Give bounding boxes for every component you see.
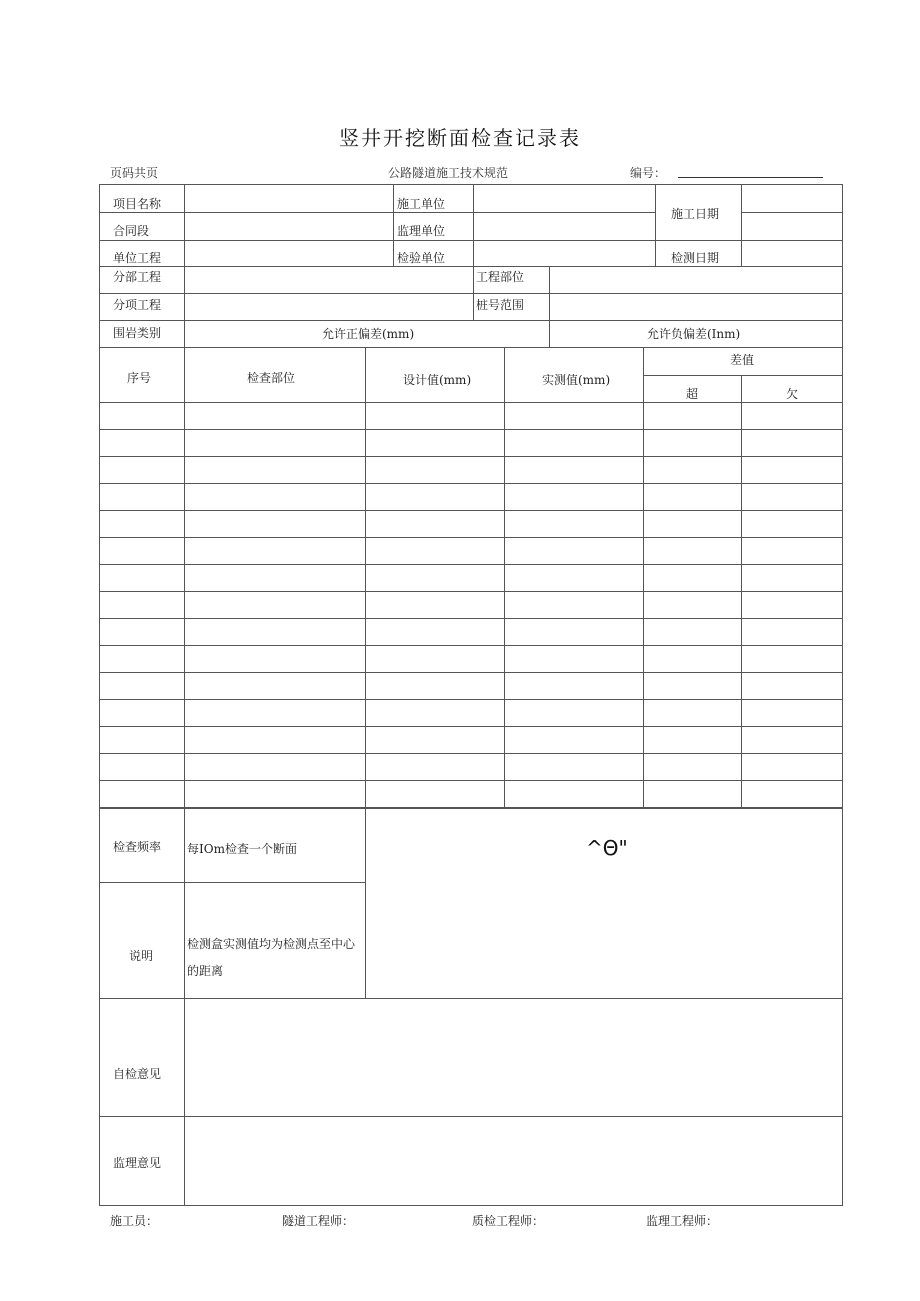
- table-cell-over[interactable]: [644, 781, 741, 807]
- table-cell-location[interactable]: [185, 727, 365, 753]
- table-cell-seq[interactable]: [100, 754, 184, 780]
- table-cell-measured[interactable]: [505, 538, 643, 564]
- table-cell-location[interactable]: [185, 538, 365, 564]
- col-under-header: 欠: [786, 387, 799, 401]
- division-project-field[interactable]: [185, 267, 473, 293]
- table-cell-seq[interactable]: [100, 673, 184, 699]
- frequency-value: 每IOm检查一个断面: [187, 842, 297, 856]
- table-cell-measured[interactable]: [505, 457, 643, 483]
- table-cell-location[interactable]: [185, 700, 365, 726]
- table-cell-under[interactable]: [742, 430, 842, 456]
- table-cell-over[interactable]: [644, 592, 741, 618]
- table-cell-under[interactable]: [742, 484, 842, 510]
- negative-tolerance-label: 允许负偏差(Inm): [647, 327, 741, 341]
- table-cell-location[interactable]: [185, 781, 365, 807]
- col-measured-header: 实测值(mm): [542, 373, 611, 387]
- self-check-field[interactable]: [185, 999, 842, 1116]
- page-title: 竖井开挖断面检查记录表: [339, 126, 581, 150]
- table-cell-under[interactable]: [742, 781, 842, 807]
- col-over-header: 超: [686, 387, 699, 401]
- table-cell-design[interactable]: [366, 781, 504, 807]
- supervision-opinion-field[interactable]: [185, 1117, 842, 1205]
- table-cell-seq[interactable]: [100, 511, 184, 537]
- construction-unit-label: 施工单位: [397, 197, 446, 211]
- inspection-date-field[interactable]: [742, 241, 842, 266]
- qc-engineer-signature: 质检工程师：: [472, 1214, 545, 1228]
- table-cell-over[interactable]: [644, 457, 741, 483]
- table-cell-seq[interactable]: [100, 619, 184, 645]
- table-cell-location[interactable]: [185, 484, 365, 510]
- table-cell-location[interactable]: [185, 403, 365, 429]
- table-cell-under[interactable]: [742, 646, 842, 672]
- constructor-signature: 施工员：: [110, 1214, 159, 1228]
- station-range-field[interactable]: [550, 294, 842, 320]
- project-location-field[interactable]: [550, 267, 842, 293]
- table-cell-measured[interactable]: [505, 727, 643, 753]
- description-value: 检测盒实测值均为检测点至中心的距离: [187, 937, 356, 978]
- table-cell-measured[interactable]: [505, 619, 643, 645]
- table-cell-measured[interactable]: [505, 673, 643, 699]
- rule: [655, 184, 656, 266]
- table-cell-over[interactable]: [644, 673, 741, 699]
- table-cell-location[interactable]: [185, 592, 365, 618]
- frame-right: [842, 184, 843, 1206]
- table-cell-seq[interactable]: [100, 700, 184, 726]
- table-cell-under[interactable]: [742, 565, 842, 591]
- rule: [643, 375, 843, 376]
- table-cell-seq[interactable]: [100, 457, 184, 483]
- construction-date-label: 施工日期: [671, 207, 720, 221]
- table-cell-seq[interactable]: [100, 484, 184, 510]
- table-cell-under[interactable]: [742, 403, 842, 429]
- table-cell-seq[interactable]: [100, 538, 184, 564]
- supervision-opinion-label: 监理意见: [113, 1156, 162, 1170]
- table-cell-design[interactable]: [366, 511, 504, 537]
- table-cell-over[interactable]: [644, 484, 741, 510]
- table-cell-measured[interactable]: [505, 781, 643, 807]
- table-cell-under[interactable]: [742, 457, 842, 483]
- tunnel-engineer-signature: 隧道工程师：: [282, 1214, 355, 1228]
- rule: [99, 320, 843, 321]
- subitem-project-field[interactable]: [185, 294, 473, 320]
- contract-section-label: 合同段: [113, 224, 150, 238]
- table-cell-seq[interactable]: [100, 430, 184, 456]
- table-cell-measured[interactable]: [505, 403, 643, 429]
- table-cell-measured[interactable]: [505, 700, 643, 726]
- inspection-unit-field[interactable]: [474, 241, 655, 266]
- table-cell-design[interactable]: [366, 646, 504, 672]
- col-diff-header: 差值: [730, 353, 755, 367]
- table-cell-design[interactable]: [366, 592, 504, 618]
- table-cell-over[interactable]: [644, 565, 741, 591]
- table-cell-seq[interactable]: [100, 565, 184, 591]
- table-cell-over[interactable]: [644, 619, 741, 645]
- table-cell-over[interactable]: [644, 430, 741, 456]
- table-cell-location[interactable]: [185, 565, 365, 591]
- construction-date-field-1[interactable]: [742, 185, 842, 212]
- table-cell-measured[interactable]: [505, 484, 643, 510]
- contract-section-field[interactable]: [185, 213, 393, 240]
- description-label: 说明: [129, 949, 154, 963]
- table-cell-seq[interactable]: [100, 646, 184, 672]
- table-cell-over[interactable]: [644, 646, 741, 672]
- table-cell-over[interactable]: [644, 403, 741, 429]
- table-cell-over[interactable]: [644, 754, 741, 780]
- row-rule: [99, 807, 843, 808]
- table-cell-measured[interactable]: [505, 592, 643, 618]
- inspection-unit-label: 检验单位: [397, 251, 446, 265]
- code-label: 编号：: [630, 166, 667, 180]
- table-cell-location[interactable]: [185, 754, 365, 780]
- standard-name: 公路隧道施工技术规范: [388, 166, 509, 180]
- sketch-mark: ^Θ": [586, 836, 628, 860]
- col-design-header: 设计值(mm): [403, 373, 472, 387]
- project-location-label: 工程部位: [476, 270, 525, 284]
- project-name-field[interactable]: [185, 185, 393, 212]
- supervision-unit-label: 监理单位: [397, 224, 446, 238]
- table-cell-design[interactable]: [366, 619, 504, 645]
- table-cell-design[interactable]: [366, 727, 504, 753]
- table-cell-location[interactable]: [185, 457, 365, 483]
- table-cell-under[interactable]: [742, 673, 842, 699]
- table-cell-design[interactable]: [366, 484, 504, 510]
- inspection-date-label: 检测日期: [671, 251, 720, 265]
- table-cell-over[interactable]: [644, 538, 741, 564]
- table-cell-location[interactable]: [185, 511, 365, 537]
- subitem-project-label: 分项工程: [113, 298, 162, 312]
- table-cell-seq[interactable]: [100, 592, 184, 618]
- table-cell-seq[interactable]: [100, 781, 184, 807]
- col-location-header: 检查部位: [247, 371, 296, 385]
- table-cell-seq[interactable]: [100, 403, 184, 429]
- table-cell-design[interactable]: [366, 538, 504, 564]
- table-cell-design[interactable]: [366, 700, 504, 726]
- table-cell-over[interactable]: [644, 727, 741, 753]
- positive-tolerance-label: 允许正偏差(mm): [322, 327, 415, 341]
- unit-project-field[interactable]: [185, 241, 393, 266]
- supervising-engineer-signature: 监理工程师：: [646, 1214, 719, 1228]
- table-cell-measured[interactable]: [505, 565, 643, 591]
- table-cell-under[interactable]: [742, 700, 842, 726]
- construction-date-field-2[interactable]: [742, 213, 842, 240]
- table-cell-under[interactable]: [742, 754, 842, 780]
- table-cell-location[interactable]: [185, 430, 365, 456]
- table-cell-under[interactable]: [742, 511, 842, 537]
- frequency-label: 检查频率: [113, 840, 162, 854]
- table-cell-under[interactable]: [742, 619, 842, 645]
- col-seq-header: 序号: [127, 371, 152, 385]
- table-cell-location[interactable]: [185, 619, 365, 645]
- table-cell-over[interactable]: [644, 511, 741, 537]
- table-cell-measured[interactable]: [505, 646, 643, 672]
- table-cell-under[interactable]: [742, 727, 842, 753]
- unit-project-label: 单位工程: [113, 251, 162, 265]
- rule: [99, 882, 366, 883]
- table-cell-location[interactable]: [185, 673, 365, 699]
- table-cell-over[interactable]: [644, 700, 741, 726]
- table-cell-design[interactable]: [366, 673, 504, 699]
- self-check-label: 自检意见: [113, 1067, 162, 1081]
- page-info: 页码共页: [110, 166, 159, 180]
- table-cell-seq[interactable]: [100, 727, 184, 753]
- table-cell-location[interactable]: [185, 646, 365, 672]
- sketch-area[interactable]: [366, 809, 842, 998]
- table-cell-design[interactable]: [366, 754, 504, 780]
- project-name-label: 项目名称: [113, 197, 162, 211]
- table-cell-design[interactable]: [366, 565, 504, 591]
- station-range-label: 桩号范围: [476, 298, 525, 312]
- table-cell-design[interactable]: [366, 457, 504, 483]
- table-cell-design[interactable]: [366, 403, 504, 429]
- table-cell-measured[interactable]: [505, 430, 643, 456]
- table-cell-design[interactable]: [366, 430, 504, 456]
- frame-bottom: [99, 1205, 843, 1206]
- division-project-label: 分部工程: [113, 270, 162, 284]
- rule: [99, 347, 843, 348]
- table-cell-under[interactable]: [742, 538, 842, 564]
- construction-unit-field[interactable]: [474, 185, 655, 212]
- table-cell-measured[interactable]: [505, 511, 643, 537]
- table-cell-measured[interactable]: [505, 754, 643, 780]
- rock-class-label: 围岩类别: [113, 326, 162, 340]
- supervision-unit-field[interactable]: [474, 213, 655, 240]
- rule: [393, 184, 394, 266]
- code-field[interactable]: [678, 177, 823, 178]
- table-cell-under[interactable]: [742, 592, 842, 618]
